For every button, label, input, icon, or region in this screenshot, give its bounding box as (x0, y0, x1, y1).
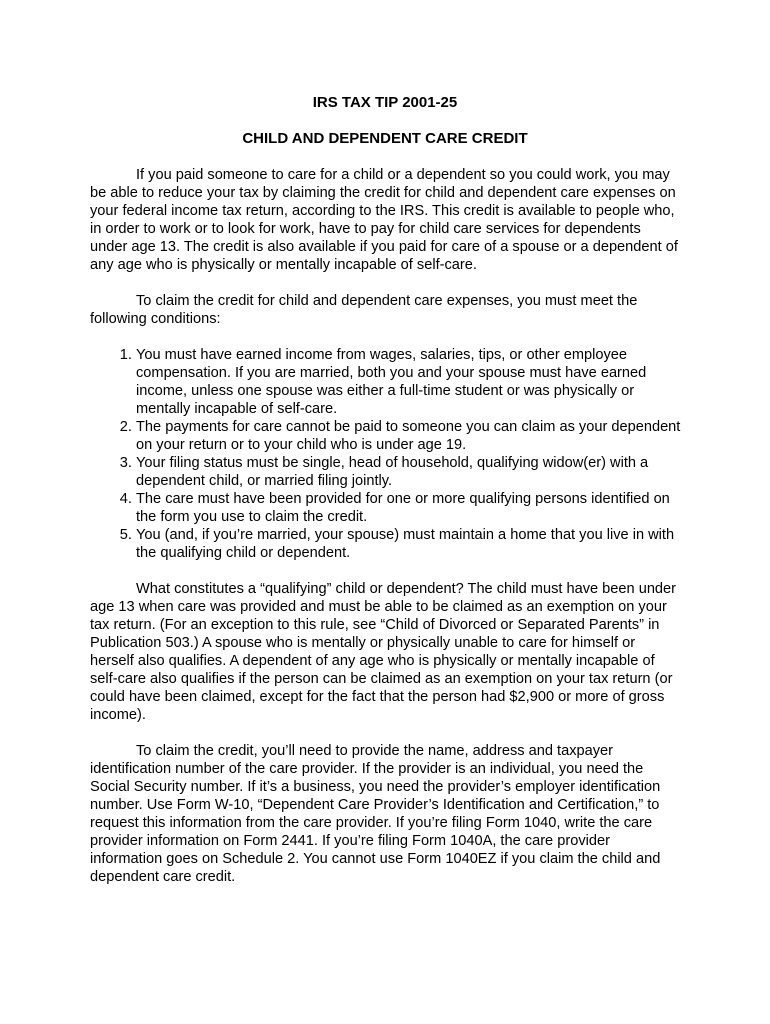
claim-credit-paragraph: To claim the credit, you’ll need to provide the name, address and taxpayer identification number of the care provider. If the provider is an individual, you need the Social Security number. If it’s a business, you need the provider’s employer identification number. Use Form W-10, “Dependent Care Provider’s Identification and Certification,” to request this information from the care provider. If you’re filing Form 1040, write the care provider information on Form 2441. If you’re filing Form 1040A, the care provider information goes on Schedule 2. You cannot use Form 1040EZ if you claim the child and dependent care credit. (90, 743, 661, 885)
document-body (90, 166, 682, 904)
condition-item: 3. Your filing status must be single, head of household, qualifying widow(er) with a dependent child, or married filing jointly. (136, 454, 682, 490)
condition-item: 2. The payments for care cannot be paid to someone you can claim as your dependent on your return or to your child who is under age 19. (136, 418, 682, 454)
qualifying-dependent-paragraph: What constitutes a “qualifying” child or dependent? The child must have been under age 13 when care was provided and must be able to be claimed as an exemption on your tax return. (For an exception to this rule, see “Child of Divorced or Separated Parents” in Publication 503.) A spouse who is mentally or physically unable to care for himself or herself also qualifies. A dependent of any age who is physically or mentally incapable of self-care also qualifies if the person can be claimed as an exemption on your tax return (or could have been claimed, except for the fact that the person had $2,900 or more of gross income). (90, 581, 677, 723)
document-subtitle: CHILD AND DEPENDENT CARE CREDIT (242, 130, 528, 147)
condition-item: 4. The care must have been provided for one or more qualifying persons identified on the form you use to claim the credit. (136, 490, 682, 526)
condition-item: 5. You (and, if you’re married, your spouse) must maintain a home that you live in with the qualifying child or dependent. (136, 526, 682, 562)
conditions-intro-paragraph: To claim the credit for child and dependent care expenses, you must meet the following conditions: (90, 293, 638, 327)
condition-item: 1. You must have earned income from wages, salaries, tips, or other employee compensation. If you are married, both you and your spouse must have earned income, unless one spouse was either a full-time student or was physically or mentally incapable of self-care. (136, 346, 682, 418)
conditions-list (90, 346, 682, 562)
document-title: IRS TAX TIP 2001-25 (312, 94, 458, 111)
intro-paragraph: If you paid someone to care for a child or a dependent so you could work, you may be able to reduce your tax by claiming the credit for child and dependent care expenses on your federal income tax return, according to the IRS. This credit is available to people who, in order to work or to look for work, have to pay for child care services for dependents under age 13. The credit is also available if you paid for care of a spouse or a dependent of any age who is physically or mentally incapable of self-care. (90, 167, 678, 273)
